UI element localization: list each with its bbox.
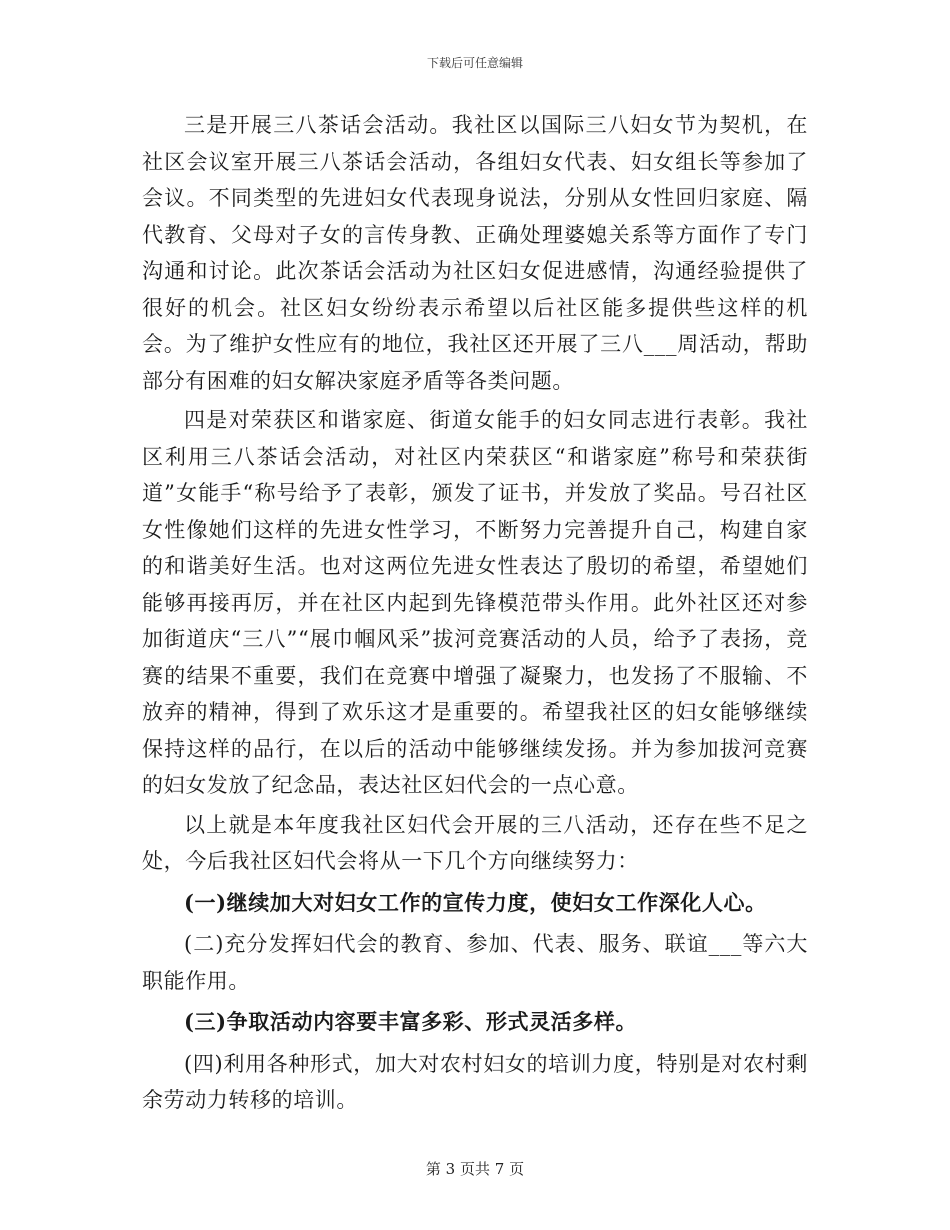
paragraph-tea-party: 三是开展三八茶话会活动。我社区以国际三八妇女节为契机，在社区会议室开展三八茶话会活动，各组妇女代表、妇女组长等参加了会议。不同类型的先进妇女代表现身说法，分别从女性回归家庭、隔代教育、父母对子女的言传身教、正确处理婆媳关系等方面作了专门沟通和讨论。此次茶话会活动为社区妇女促进感情，沟通经验提供了很好的机会。社区妇女纷纷表示希望以后社区能多提供些这样的机会。为了维护女性应有的地位，我社区还开展了三八___周活动，帮助部分有困难的妇女解决家庭矛盾等各类问题。 bbox=[142, 113, 808, 393]
list-item-1: (一)继续加大对妇女工作的宣传力度，使妇女工作深化人心。 bbox=[184, 889, 767, 915]
document-body bbox=[142, 107, 808, 1119]
list-item-3: (三)争取活动内容要丰富多彩、形式灵活多样。 bbox=[184, 1009, 638, 1034]
paragraph-summary: 以上就是本年度我社区妇代会开展的三八活动，还存在些不足之处，今后我社区妇代会将从一下几个方向继续努力： bbox=[142, 812, 808, 873]
list-item-4: (四)利用各种形式，加大对农村妇女的培训力度，特别是对农村剩余劳动力转移的培训。 bbox=[142, 1051, 808, 1112]
paragraph-commendation: 四是对荣获区和谐家庭、街道女能手的妇女同志进行表彰。我社区利用三八茶话会活动，对社区内荣获区“和谐家庭”称号和荣获街道”女能手“称号给予了表彰，颁发了证书，并发放了奖品。号召社区女性像她们这样的先进女性学习，不断努力完善提升自己，构建自家的和谐美好生活。也对这两位先进女性表达了殷切的希望，希望她们能够再接再厉，并在社区内起到先锋模范带头作用。此外社区还对参加街道庆“三八”“展巾帼风采”拔河竞赛活动的人员，给予了表扬，竞赛的结果不重要，我们在竞赛中增强了凝聚力，也发扬了不服输、不放弃的精神，得到了欢乐这才是重要的。希望我社区的妇女能够继续保持这样的品行，在以后的活动中能够继续发扬。并为参加拔河竞赛的妇女发放了纪念品，表达社区妇代会的一点心意。 bbox=[142, 408, 808, 797]
list-item-2: (二)充分发挥妇代会的教育、参加、代表、服务、联谊___等六大职能作用。 bbox=[142, 932, 808, 993]
page-header: 下载后可任意编辑 bbox=[426, 56, 523, 70]
page-footer: 第 3 页共 7 页 bbox=[425, 1160, 525, 1178]
